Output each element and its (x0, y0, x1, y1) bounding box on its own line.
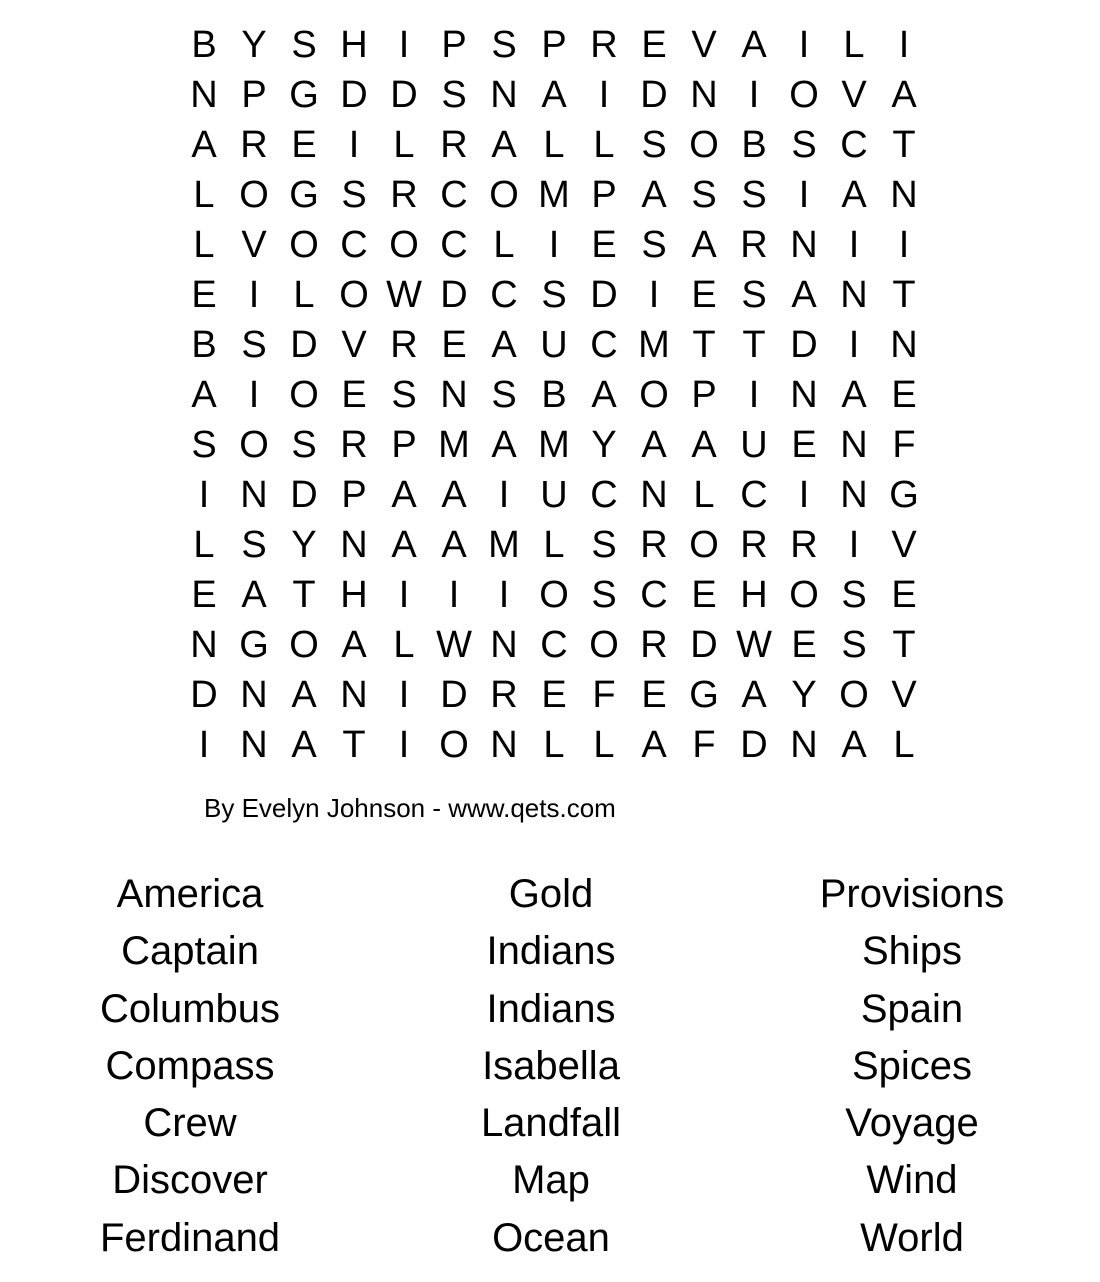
grid-letter: D (440, 674, 468, 716)
grid-letter: R (390, 174, 418, 216)
grid-letter: R (390, 324, 418, 366)
grid-letter: S (291, 424, 317, 466)
word-list-item: Ferdinand (99, 1215, 281, 1260)
grid-letter: L (193, 174, 215, 216)
grid-letter: I (398, 24, 410, 66)
grid-letter: I (748, 74, 760, 116)
grid-letter: N (490, 624, 518, 666)
grid-letter: O (589, 624, 619, 666)
grid-letter: A (841, 724, 867, 766)
word-list-item: Gold (508, 872, 594, 916)
grid-letter: W (386, 274, 422, 316)
grid-letter: A (391, 474, 417, 516)
grid-letter: R (640, 624, 668, 666)
grid-row (179, 520, 929, 570)
grid-letter: A (291, 724, 317, 766)
grid-letter: O (289, 224, 319, 266)
grid-row (179, 70, 929, 120)
grid-letter: I (548, 224, 560, 266)
grid-letter: L (593, 724, 615, 766)
word-list-item: Map (512, 1158, 590, 1203)
grid-letter: A (891, 74, 917, 116)
grid-letter: H (340, 574, 368, 616)
grid-letter: S (341, 174, 367, 216)
grid-letter: G (239, 624, 269, 666)
grid-row (179, 470, 929, 520)
grid-letter: C (340, 224, 368, 266)
grid-letter: C (490, 274, 518, 316)
grid-letter: L (393, 624, 415, 666)
grid-letter: E (441, 324, 467, 366)
grid-letter: A (641, 424, 667, 466)
grid-letter: A (191, 374, 217, 416)
grid-letter: A (691, 424, 717, 466)
grid-letter: O (239, 174, 269, 216)
grid-letter: E (191, 274, 217, 316)
grid-letter: A (291, 674, 317, 716)
word-list-item: Indians (486, 986, 616, 1031)
grid-row (179, 120, 929, 170)
grid-letter: U (540, 474, 568, 516)
grid-letter: N (890, 174, 918, 216)
grid-letter: Y (291, 524, 317, 566)
grid-letter: A (841, 174, 867, 216)
grid-row (179, 170, 929, 220)
grid-letter: S (591, 524, 617, 566)
grid-letter: A (491, 124, 517, 166)
grid-letter: Y (791, 674, 817, 716)
grid-letter: L (593, 124, 615, 166)
grid-letter: L (493, 224, 515, 266)
grid-letter: E (891, 374, 917, 416)
grid-letter: V (691, 24, 717, 66)
grid-letter: C (590, 474, 618, 516)
word-list-item: Ships (861, 929, 963, 974)
grid-letter: S (741, 274, 767, 316)
grid-letter: A (341, 624, 367, 666)
grid-letter: B (191, 24, 217, 66)
grid-letter: L (393, 124, 415, 166)
word-list-item: Provisions (819, 872, 1005, 916)
word-list-item: Captain (121, 929, 259, 974)
grid-letter: H (740, 574, 768, 616)
grid-letter: A (741, 674, 767, 716)
word-list-item: Voyage (845, 1101, 979, 1146)
grid-letter: A (841, 374, 867, 416)
grid-letter: N (790, 724, 818, 766)
grid-letter: A (191, 124, 217, 166)
grid-letter: E (641, 24, 667, 66)
grid-letter: C (440, 174, 468, 216)
grid-letter: A (691, 224, 717, 266)
grid-letter: N (340, 524, 368, 566)
grid-letter: N (440, 374, 468, 416)
grid-letter: O (689, 124, 719, 166)
grid-letter: I (348, 124, 360, 166)
grid-letter: M (488, 524, 520, 566)
grid-letter: I (648, 274, 660, 316)
grid-letter: C (590, 324, 618, 366)
grid-letter: A (441, 474, 467, 516)
grid-letter: Y (241, 24, 267, 66)
grid-letter: I (748, 374, 760, 416)
grid-letter: C (640, 574, 668, 616)
grid-letter: S (241, 524, 267, 566)
grid-letter: N (890, 324, 918, 366)
grid-letter: I (898, 224, 910, 266)
grid-letter: E (891, 574, 917, 616)
grid-letter: T (742, 324, 766, 366)
grid-letter: I (798, 474, 810, 516)
grid-row (179, 370, 929, 420)
grid-letter: D (740, 724, 768, 766)
grid-row (179, 670, 929, 720)
grid-letter: F (692, 724, 716, 766)
grid-letter: S (791, 124, 817, 166)
grid-letter: N (840, 474, 868, 516)
grid-letter: G (689, 674, 719, 716)
grid-letter: N (640, 474, 668, 516)
grid-letter: N (690, 74, 718, 116)
grid-letter: T (892, 124, 916, 166)
grid-letter: A (641, 724, 667, 766)
grid-letter: E (691, 274, 717, 316)
word-list-item: Landfall (480, 1101, 622, 1146)
grid-letter: N (340, 674, 368, 716)
grid-row (179, 570, 929, 620)
grid-letter: S (841, 624, 867, 666)
grid-letter: H (340, 24, 368, 66)
grid-row (179, 620, 929, 670)
grid-letter: S (841, 574, 867, 616)
grid-letter: R (240, 124, 268, 166)
grid-letter: U (740, 424, 768, 466)
grid-letter: D (790, 324, 818, 366)
grid-letter: D (640, 74, 668, 116)
grid-letter: E (291, 124, 317, 166)
grid-letter: C (740, 474, 768, 516)
word-list-column-3 (742, 866, 1082, 1267)
grid-letter: D (440, 274, 468, 316)
grid-letter: I (848, 224, 860, 266)
grid-letter: S (691, 174, 717, 216)
grid-letter: S (241, 324, 267, 366)
grid-letter: N (790, 374, 818, 416)
grid-letter: G (889, 474, 919, 516)
grid-letter: O (539, 574, 569, 616)
grid-letter: L (543, 124, 565, 166)
grid-letter: I (398, 674, 410, 716)
grid-letter: N (490, 724, 518, 766)
grid-letter: A (791, 274, 817, 316)
grid-letter: R (340, 424, 368, 466)
grid-letter: O (789, 74, 819, 116)
grid-letter: E (541, 674, 567, 716)
grid-letter: E (791, 624, 817, 666)
grid-letter: A (441, 524, 467, 566)
word-list-item: Isabella (482, 1043, 620, 1088)
grid-letter: C (540, 624, 568, 666)
word-list-item: Wind (866, 1158, 958, 1203)
grid-letter: A (641, 174, 667, 216)
word-list-item: Crew (143, 1101, 237, 1146)
grid-letter: W (736, 624, 772, 666)
grid-letter: S (491, 374, 517, 416)
grid-letter: N (240, 474, 268, 516)
grid-letter: A (241, 574, 267, 616)
grid-letter: L (843, 24, 865, 66)
grid-letter: C (440, 224, 468, 266)
grid-letter: L (693, 474, 715, 516)
grid-letter: I (398, 724, 410, 766)
grid-letter: O (389, 224, 419, 266)
grid-letter: R (490, 674, 518, 716)
grid-letter: S (291, 24, 317, 66)
grid-letter: N (790, 224, 818, 266)
letter-grid (179, 20, 929, 770)
grid-letter: S (441, 74, 467, 116)
grid-letter: B (741, 124, 767, 166)
grid-letter: A (541, 74, 567, 116)
grid-letter: M (538, 174, 570, 216)
grid-letter: O (289, 624, 319, 666)
grid-letter: R (590, 24, 618, 66)
grid-letter: I (898, 24, 910, 66)
word-list-item: Discover (112, 1158, 268, 1203)
grid-letter: R (440, 124, 468, 166)
grid-letter: L (193, 224, 215, 266)
grid-letter: N (190, 624, 218, 666)
grid-letter: G (289, 174, 319, 216)
grid-letter: S (591, 574, 617, 616)
grid-row (179, 220, 929, 270)
word-list-column-1 (20, 866, 360, 1267)
word-list-column-2 (381, 866, 721, 1267)
grid-letter: D (690, 624, 718, 666)
grid-letter: B (541, 374, 567, 416)
grid-row (179, 20, 929, 70)
grid-letter: V (241, 224, 267, 266)
grid-letter: M (638, 324, 670, 366)
grid-letter: A (391, 524, 417, 566)
grid-letter: S (641, 224, 667, 266)
grid-letter: I (498, 574, 510, 616)
grid-letter: M (438, 424, 470, 466)
grid-letter: F (892, 424, 916, 466)
grid-letter: P (341, 474, 367, 516)
grid-letter: P (241, 74, 267, 116)
grid-letter: S (641, 124, 667, 166)
grid-letter: L (893, 724, 915, 766)
grid-letter: E (791, 424, 817, 466)
grid-letter: R (640, 524, 668, 566)
grid-letter: I (198, 474, 210, 516)
grid-letter: S (191, 424, 217, 466)
grid-letter: T (292, 574, 316, 616)
grid-letter: I (848, 324, 860, 366)
grid-letter: O (439, 724, 469, 766)
grid-letter: O (489, 174, 519, 216)
grid-letter: B (191, 324, 217, 366)
word-list-item: Spain (860, 986, 964, 1031)
grid-letter: O (239, 424, 269, 466)
word-list-item: Spices (851, 1043, 973, 1088)
grid-letter: E (641, 674, 667, 716)
grid-letter: L (543, 724, 565, 766)
grid-letter: I (598, 74, 610, 116)
grid-letter: T (692, 324, 716, 366)
grid-letter: N (490, 74, 518, 116)
grid-letter: W (436, 624, 472, 666)
word-list-item: World (860, 1215, 964, 1260)
grid-letter: I (798, 174, 810, 216)
grid-letter: N (190, 74, 218, 116)
grid-letter: D (290, 324, 318, 366)
grid-letter: D (340, 74, 368, 116)
word-list-item: Ocean (492, 1215, 610, 1260)
grid-letter: O (839, 674, 869, 716)
grid-letter: R (790, 524, 818, 566)
word-list-item: Compass (105, 1043, 275, 1088)
grid-row (179, 270, 929, 320)
grid-letter: N (240, 674, 268, 716)
grid-letter: R (740, 224, 768, 266)
grid-letter: S (491, 24, 517, 66)
grid-letter: E (591, 224, 617, 266)
grid-letter: A (591, 374, 617, 416)
grid-letter: S (391, 374, 417, 416)
grid-row (179, 420, 929, 470)
grid-letter: L (543, 524, 565, 566)
grid-letter: P (691, 374, 717, 416)
grid-letter: I (798, 24, 810, 66)
grid-letter: E (191, 574, 217, 616)
grid-letter: T (892, 624, 916, 666)
grid-letter: I (248, 374, 260, 416)
grid-letter: I (448, 574, 460, 616)
grid-letter: N (840, 424, 868, 466)
grid-letter: I (498, 474, 510, 516)
grid-letter: L (293, 274, 315, 316)
grid-letter: I (198, 724, 210, 766)
grid-letter: O (789, 574, 819, 616)
grid-letter: F (592, 674, 616, 716)
grid-letter: T (892, 274, 916, 316)
grid-letter: T (342, 724, 366, 766)
grid-letter: D (290, 474, 318, 516)
grid-letter: C (840, 124, 868, 166)
grid-letter: E (341, 374, 367, 416)
grid-letter: I (848, 524, 860, 566)
grid-letter: P (541, 24, 567, 66)
grid-letter: V (891, 524, 917, 566)
grid-letter: A (741, 24, 767, 66)
grid-letter: D (390, 74, 418, 116)
grid-letter: O (339, 274, 369, 316)
grid-letter: P (591, 174, 617, 216)
grid-letter: V (891, 674, 917, 716)
grid-letter: N (240, 724, 268, 766)
grid-letter: D (190, 674, 218, 716)
grid-letter: Y (591, 424, 617, 466)
grid-letter: V (341, 324, 367, 366)
word-list-item: Columbus (99, 986, 281, 1031)
grid-letter: A (491, 324, 517, 366)
word-list-item: America (116, 872, 264, 916)
grid-letter: O (639, 374, 669, 416)
grid-letter: P (391, 424, 417, 466)
grid-letter: V (841, 74, 867, 116)
grid-row (179, 720, 929, 770)
grid-row (179, 320, 929, 370)
word-list-item: Indians (486, 929, 616, 974)
grid-letter: L (193, 524, 215, 566)
grid-letter: M (538, 424, 570, 466)
credit-line: By Evelyn Johnson - www.qets.com (204, 793, 616, 823)
grid-letter: G (289, 74, 319, 116)
grid-letter: R (740, 524, 768, 566)
grid-letter: S (541, 274, 567, 316)
grid-letter: P (441, 24, 467, 66)
grid-letter: O (289, 374, 319, 416)
grid-letter: E (691, 574, 717, 616)
grid-letter: U (540, 324, 568, 366)
grid-letter: S (741, 174, 767, 216)
grid-letter: I (398, 574, 410, 616)
grid-letter: I (248, 274, 260, 316)
grid-letter: N (840, 274, 868, 316)
grid-letter: A (491, 424, 517, 466)
grid-letter: D (590, 274, 618, 316)
grid-letter: O (689, 524, 719, 566)
